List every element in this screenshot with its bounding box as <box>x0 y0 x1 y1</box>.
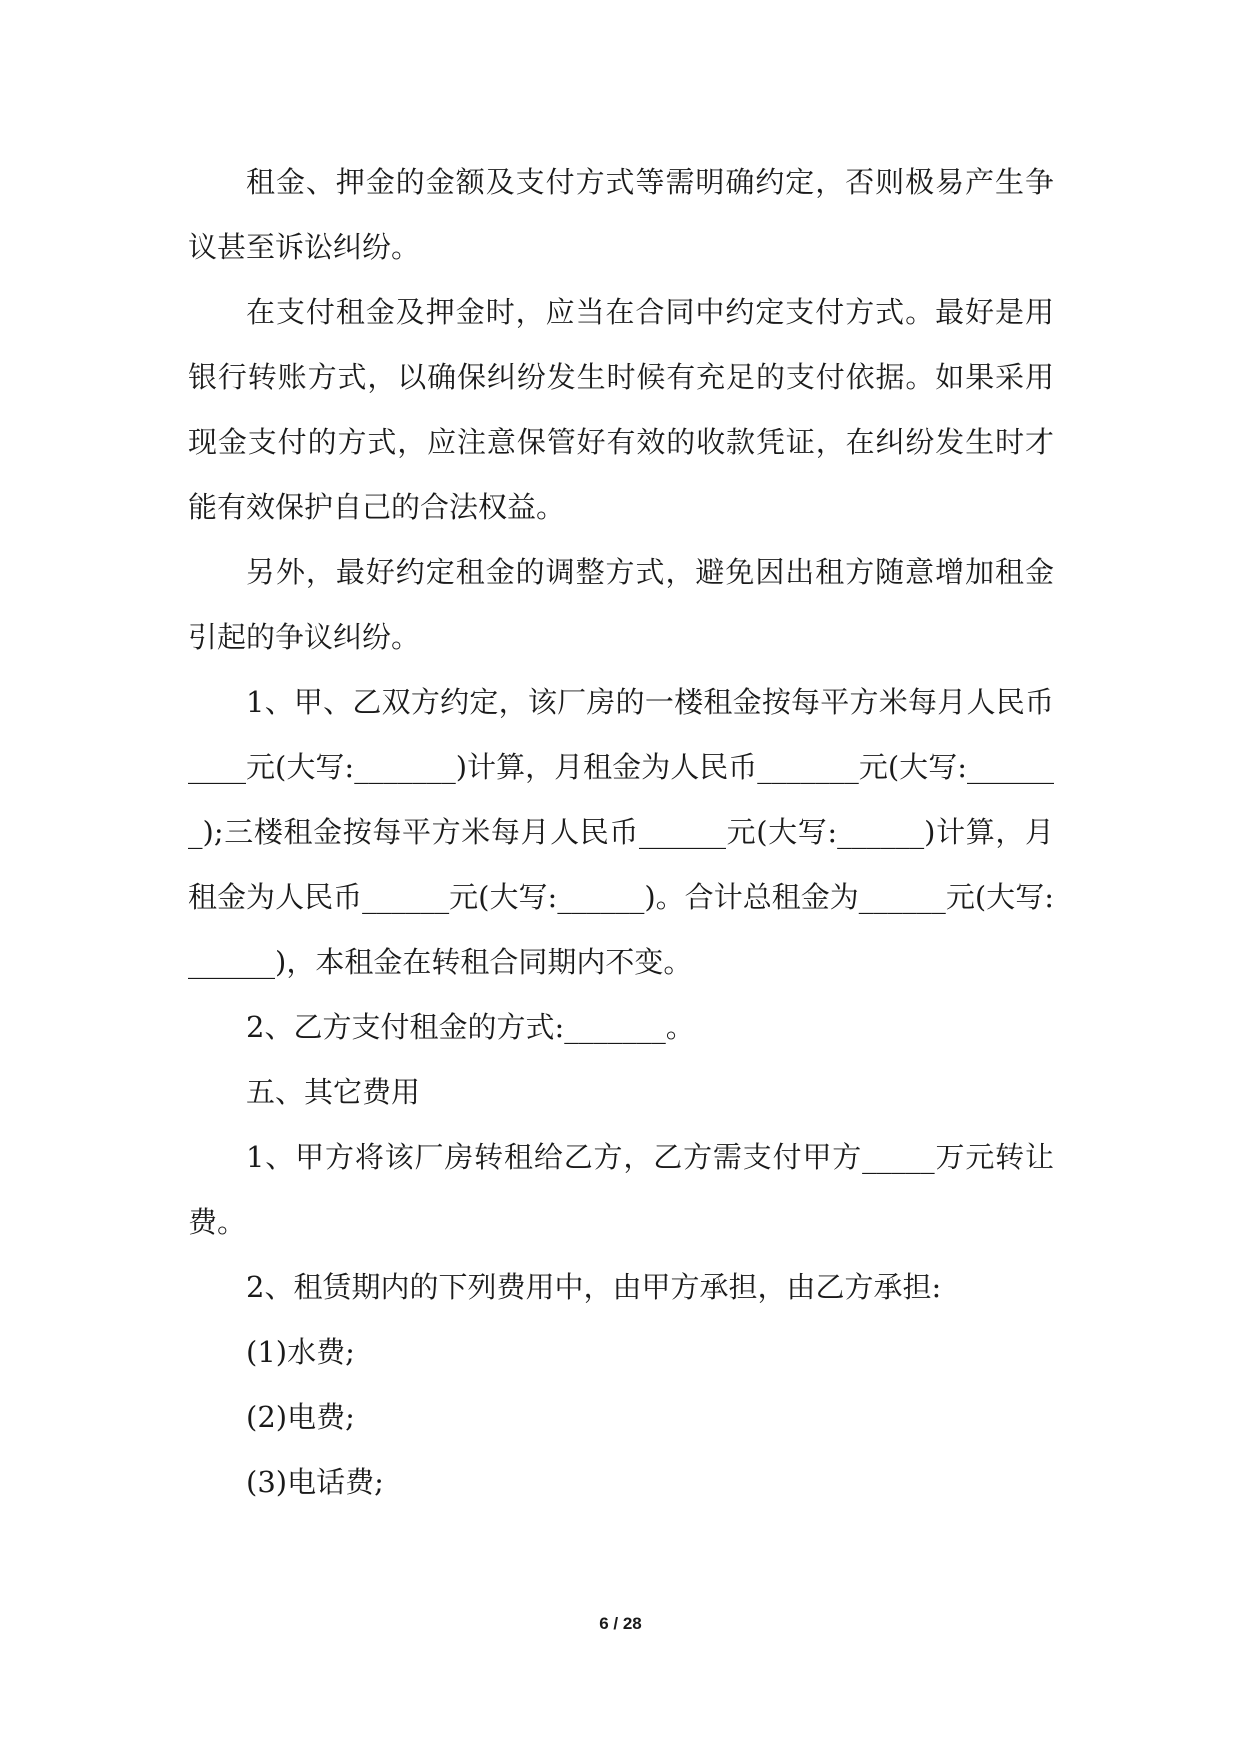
paragraph-payment-method-advice: 在支付租金及押金时，应当在合同中约定支付方式。最好是用银行转账方式，以确保纠纷发生时候有充足的支付依据。如果采用现金支付的方式，应注意保管好有效的收款凭证，在纠纷发生时才能有效保护自己的合法权益。 <box>188 295 1054 524</box>
list-item-phone-fee: (3)电话费; <box>246 1465 384 1499</box>
paragraph-clause-fee-allocation: 2、租赁期内的下列费用中，由甲方承担，由乙方承担: <box>246 1270 942 1304</box>
list-item-water-fee: (1)水费; <box>246 1335 355 1369</box>
paragraph-clause-transfer-fee: 1、甲方将该厂房转租给乙方，乙方需支付甲方_____万元转让费。 <box>188 1140 1054 1239</box>
paragraph-rent-deposit-intro: 租金、押金的金额及支付方式等需明确约定，否则极易产生争议甚至诉讼纠纷。 <box>188 165 1054 264</box>
page-number: 6 / 28 <box>599 1614 642 1633</box>
list-item-electricity-fee: (2)电费; <box>246 1400 355 1434</box>
document-body <box>188 150 1054 1515</box>
section-heading-other-fees: 五、其它费用 <box>246 1075 421 1109</box>
paragraph-clause-payment-way: 2、乙方支付租金的方式:_______。 <box>246 1010 695 1044</box>
paragraph-rent-adjustment: 另外，最好约定租金的调整方式，避免因出租方随意增加租金引起的争议纠纷。 <box>188 555 1054 654</box>
paragraph-clause-rent-amount: 1、甲、乙双方约定，该厂房的一楼租金按每平方米每月人民币____元(大写:_______)计算，月租金为人民币_______元(大写:_______);三楼租金按每平方米每月人民币______元(大写:______)计算，月租金为人民币______元(大写:______)。合计总租金为______元(大写:______)，本租金在转租合同期内不变。 <box>188 685 1054 979</box>
